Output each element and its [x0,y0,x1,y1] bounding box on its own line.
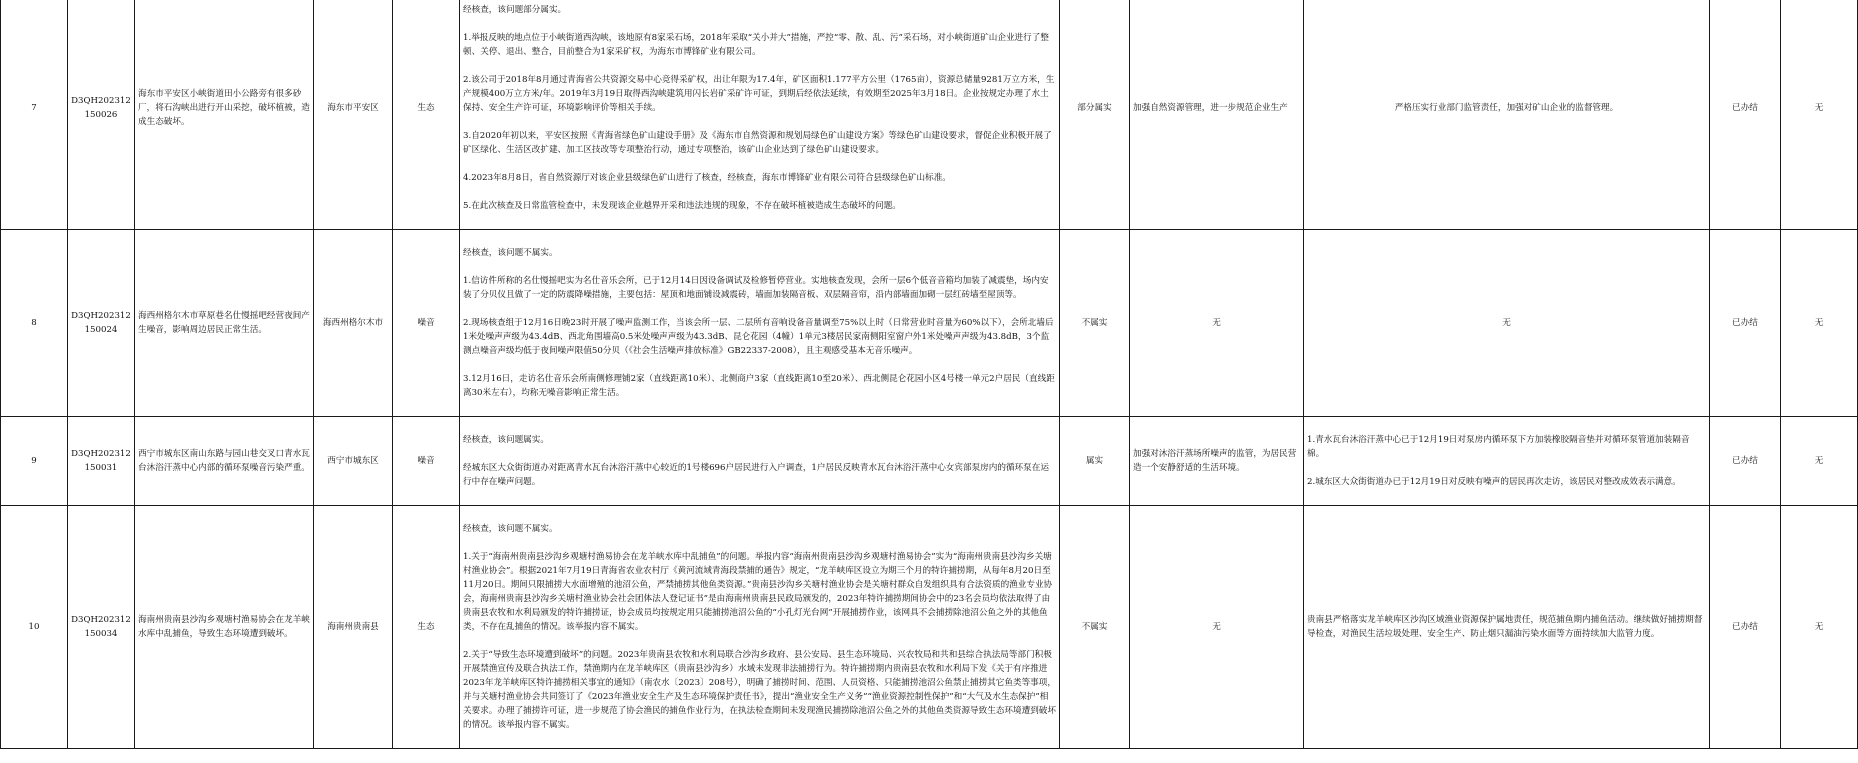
rectification: 贵南县严格落实龙羊峡库区沙沟区域渔业资源保护属地责任，规范捕鱼期内捕鱼活动。继续做好捕捞期督导检查，对渔民生活垃圾处理、安全生产、防止烟只漏油污染水面等方面持续加大监管力度。 [1304,506,1710,749]
handling-measure: 无 [1130,506,1304,749]
row-index: 7 [1,0,68,230]
rectification-line: 1.青水瓦台沐浴汗蒸中心已于12月19日对泵房内循环泵下方加装橡胶隔音垫并对循环泵管道加装隔音棉。 [1307,435,1690,459]
verdict: 不属实 [1060,506,1130,749]
row-index: 9 [1,417,68,506]
region: 海南州贵南县 [314,506,393,749]
process-line: 5.在此次核查及日常监管检查中，未发现该企业越界开采和违法违规的现象，不存在破坏植被造成生态破坏的问题。 [463,201,901,211]
process-line: 3.12月16日，走访名仕音乐会所南侧修理铺2家（直线距离10米）、北侧商户3家（直线距离10至20米）、西北侧昆仑花园小区4号楼一单元2户居民（直线距离30米左右），均称无噪音影响正常生活。 [463,374,1055,398]
rectification [1304,417,1710,506]
complaint-text: 海东市平安区小峡街道田小公路旁有很多砂厂，将石沟峡出进行开山采挖，破坏植被，造成生态破坏。 [135,0,314,230]
region: 海东市平安区 [314,0,393,230]
investigation-result [460,506,1060,749]
process-line: 经核查，该问题属实。 [463,435,549,445]
status: 已办结 [1710,0,1781,230]
process-line: 3.自2020年初以来，平安区按照《青海省绿色矿山建设手册》及《海东市自然资源和规划局绿色矿山建设方案》等绿色矿山建设要求，督促企业积极开展了矿区绿化、生活区改扩建、加工区技改等专项整治行动，通过专项整治，该矿山企业达到了绿色矿山建设要求。 [463,131,1052,155]
pollution-type: 噪音 [393,417,460,506]
verdict: 部分属实 [1060,0,1130,230]
complaint-text: 海南州贵南县沙沟乡观塘村渔易协会在龙羊峡水库中乱捕鱼，导致生态环境遭到破坏。 [135,506,314,749]
case-id: D3QH202312150034 [68,506,135,749]
investigation-result [460,230,1060,417]
process-line: 2.该公司于2018年8月通过青海省公共资源交易中心竞得采矿权，出让年限为17.4年，矿区面积1.177平方公里（1765亩），资源总储量9281万立方米，生产规模400万立方米/年。2019年3月19日取得西沟峡建筑用闪长岩矿采矿许可证，到期后经依法延续，有效期至2025年3月18日。企业按规定办理了水土保持、安全生产许可证，环境影响评价等相关手续。 [463,75,1055,113]
rectification: 无 [1304,230,1710,417]
verdict: 属实 [1060,417,1130,506]
status: 已办结 [1710,506,1781,749]
investigation-result [460,0,1060,230]
row-index: 10 [1,506,68,749]
handling-measure: 加强对沐浴汗蒸场所噪声的监管，为居民营造一个安静舒适的生活环境。 [1130,417,1304,506]
region: 海西州格尔木市 [314,230,393,417]
handling-measure: 无 [1130,230,1304,417]
rectification: 严格压实行业部门监管责任，加强对矿山企业的监督管理。 [1304,0,1710,230]
accountability: 无 [1781,506,1858,749]
process-line: 经核查，该问题不属实。 [463,524,558,534]
process-line: 经核查，该问题部分属实。 [463,5,567,15]
process-line: 1.关于“海南州贵南县沙沟乡观塘村渔易协会在龙羊峡水库中乱捕鱼”的问题。举报内容“海南州贵南县沙沟乡观塘村渔易协会”实为“海南州贵南县沙沟乡关塘村渔业协会”。根据2021年7月19日青海省农业农村厅《黄河流域青海段禁捕的通告》规定，“龙羊峡库区设立为期三个月的特许捕捞期，从每年8月20日至11月20日。期间只限捕捞大水面增殖的池沼公鱼，严禁捕捞其他鱼类资源。”贵南县沙沟乡关塘村渔业协会是关塘村群众自发组织具有合法资质的渔业专业协会，海南州贵南县沙沟乡关塘村渔业协会社会团体法人登记证书”是由海南州贵南县民政局颁发的，2023年特许捕捞期间协会中的23名会员均依法取得了由贵南县农牧和水利局颁发的特许捕捞证，协会成员均按规定用只能捕捞池沼公鱼的“小孔灯光台网”开展捕捞作业，该网具不会捕捞除池沼公鱼之外的其他鱼类，不存在乱捕鱼的情况。该举报内容不属实。 [463,552,1053,632]
process-line: 4.2023年8月8日，省自然资源厅对该企业县级绿色矿山进行了核查，经核查，海东市博锋矿业有限公司符合县级绿色矿山标准。 [463,173,951,183]
accountability: 无 [1781,417,1858,506]
region: 西宁市城东区 [314,417,393,506]
process-line: 1.信访件所称的名仕慢摇吧实为名仕音乐会所，已于12月14日因设备调试及检修暂停营业。实地核查发现，会所一层6个低音音箱均加装了减震垫，场内安装了分贝仪且做了一定的防震降噪措施，主要包括：屋顶和地面铺设减震砖，墙面加装隔音板、双层隔音帘，沿内部墙面加砌一层红砖墙至屋顶等。 [463,276,1049,300]
case-id: D3QH202312150026 [68,0,135,230]
pollution-type: 生态 [393,0,460,230]
table-row [1,417,1858,506]
handling-measure: 加强自然资源管理，进一步规范企业生产 [1130,0,1304,230]
investigation-result [460,417,1060,506]
complaint-text: 西宁市城东区南山东路与园山巷交叉口青水瓦台沐浴汗蒸中心内部的循环泵噪音污染严重。 [135,417,314,506]
case-id: D3QH202312150031 [68,417,135,506]
table-row [1,506,1858,749]
pollution-type: 噪音 [393,230,460,417]
process-line: 1.举报反映的地点位于小峡街道西沟峡，该地原有8家采石场，2018年采取“关小并大”措施，严控“零、散、乱、污”采石场，对小峡街道矿山企业进行了整顿、关停、退出、整合，目前整合为1家采矿权，为海东市博锋矿业有限公司。 [463,33,1049,57]
complaint-text: 海西州格尔木市草原巷名仕慢摇吧经营夜间产生噪音，影响周边居民正常生活。 [135,230,314,417]
rectification-line: 2.城东区大众街街道办已于12月19日对反映有噪声的居民再次走访，该居民对整改成效表示满意。 [1307,477,1681,487]
process-line: 2.现场核查组于12月16日晚23时开展了噪声监测工作，当该会所一层、二层所有音响设备音量调至75%以上时（日常营业时音量为60%以下），会所北墙后1米处噪声声级为43.4dB、西北角围墙高0.5米处噪声声级为43.3dB、昆仑花园（4幢）1单元3楼居民家南侧阳室窗户外1米处噪声声级为43.8dB，3个监测点噪音声级均低于夜间噪声限值50分贝（《社会生活噪声排放标准》GB22337-2008），且主观感受基本无音乐噪声。 [463,318,1054,356]
row-index: 8 [1,230,68,417]
accountability: 无 [1781,230,1858,417]
process-line: 经核查，该问题不属实。 [463,248,558,258]
verdict: 不属实 [1060,230,1130,417]
status: 已办结 [1710,417,1781,506]
process-line: 经城东区大众街街道办对距离青水瓦台沐浴汗蒸中心较近的1号楼696户居民进行入户调查，1户居民反映青水瓦台沐浴汗蒸中心女宾部泵房内的循环泵在运行中存在噪声问题。 [463,463,1049,487]
process-line: 2.关于“导致生态环境遭到破坏”的问题。2023年贵南县农牧和水利局联合沙沟乡政府、县公安局、县生态环境局、兴农牧局和共和县综合执法局等部门积极开展禁渔宣传及联合执法工作，禁渔期内在龙羊峡库区（贵南县沙沟乡）水域未发现非法捕捞行为。特许捕捞期内贵南县农牧和水利局下发《关于有序推进2023年龙羊峡库区特许捕捞相关事宜的通知》（南农水〔2023〕208号），明确了捕捞时间、范围、人员资格、只能捕捞池沼公鱼禁止捕捞其它鱼类等事项，并与关塘村渔业协会共同签订了《2023年渔业安全生产及生态环境保护责任书》，提出“渔业安全生产义务”“渔业资源控制性保护”和“大气及水生态保护”相关要求。办理了捕捞许可证，进一步规范了协会渔民的捕鱼作业行为，在执法检查期间未发现渔民捕捞除池沼公鱼之外的其他鱼类资源导致生态环境遭到破坏的情况。该举报内容不属实。 [463,650,1056,730]
table-row [1,230,1858,417]
table-row [1,0,1858,230]
status: 已办结 [1710,230,1781,417]
accountability: 无 [1781,0,1858,230]
case-id: D3QH202312150024 [68,230,135,417]
pollution-type: 生态 [393,506,460,749]
